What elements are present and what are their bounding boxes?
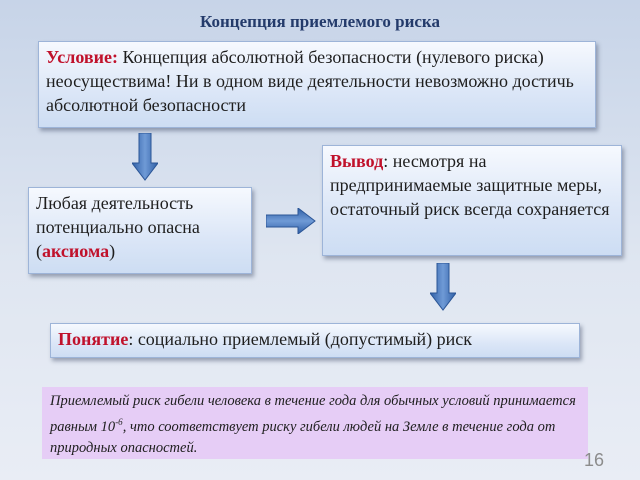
arrow-down-icon — [132, 133, 158, 181]
condition-box — [38, 41, 596, 128]
note-text-before: Приемлемый риск гибели человека в течение года для обычных условий принимается равным 10 — [50, 393, 576, 435]
condition-text: Концепция абсолютной безопасности (нулевого риска) неосуществима! Ни в одном виде деятельности невозможно достичь абсолютной безопасности — [46, 47, 574, 115]
conclusion-label: Вывод — [330, 151, 384, 171]
note-exponent: -6 — [115, 417, 123, 427]
condition-label: Условие: — [46, 47, 118, 67]
page-number: 16 — [583, 450, 604, 470]
axiom-box — [28, 187, 252, 274]
concept-label: Понятие — [58, 329, 129, 349]
concept-box — [50, 323, 580, 358]
axiom-label: аксиома — [42, 241, 110, 261]
concept-text: : социально приемлемый (допустимый) риск — [128, 329, 473, 349]
arrow-right-icon — [266, 208, 316, 234]
conclusion-box — [322, 145, 622, 256]
note-text-after: , что соответствует риску гибели людей на Земле в течение года от природных опасностей. — [50, 418, 556, 456]
axiom-text-after: ) — [109, 241, 116, 261]
axiom-text-before: Любая деятельность потенциально опасна ( — [36, 193, 200, 261]
slide-title: Концепция приемлемого риска — [200, 12, 440, 31]
conclusion-text: : несмотря на предпринимаемые защитные меры, остаточный риск всегда сохраняется — [330, 151, 610, 219]
acceptable-risk-note — [42, 387, 588, 459]
arrow-down-icon — [430, 263, 456, 311]
